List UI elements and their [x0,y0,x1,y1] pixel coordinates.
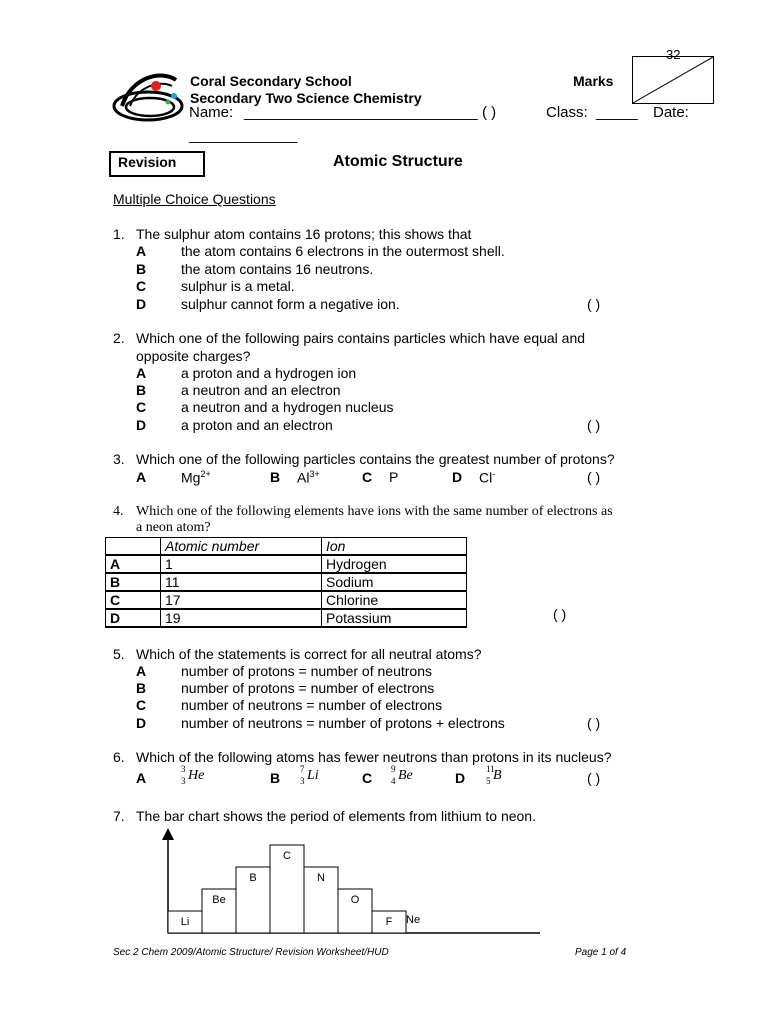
element-symbol: Li [307,768,319,783]
atomic-number: 3 [181,776,186,786]
q2-option-text: a neutron and an electron [181,382,341,398]
table-header-row [106,538,467,556]
atomic-number-cell: 17 [161,591,322,609]
q1-answer-blank[interactable]: ( ) [587,296,601,312]
q6-option-letter: D [455,770,466,786]
q5-option-text: number of neutrons = number of electrons [181,697,443,713]
q1-option-letter: C [136,278,147,294]
q2-text: opposite charges? [136,348,251,364]
q4-answer-blank[interactable]: ( ) [553,606,567,622]
q6-text: Which of the following atoms has fewer neutrons than protons in its nucleus? [136,749,612,765]
bar-label: Be [212,894,226,906]
q5-option-letter: A [136,663,147,679]
bar-label: F [385,916,393,928]
mass-number: 7 [300,764,305,774]
name-label: Name: [189,104,234,121]
y-axis-arrow [162,828,174,840]
mass-number: 9 [391,764,396,774]
atomic-number: 3 [300,776,305,786]
marks-total: 32 [666,47,681,62]
q5-option-text: number of protons = number of electrons [181,680,435,696]
particle-symbol: P [389,469,399,485]
q1-text: The sulphur atom contains 16 protons; this shows that [136,226,472,242]
table-header-cell: Ion [322,538,467,556]
q1-option-text: the atom contains 16 neutrons. [181,261,374,277]
q1-option-text: sulphur cannot form a negative ion. [181,296,400,312]
q6-answer-blank[interactable]: ( ) [587,770,601,786]
particle-charge: 2+ [200,469,211,479]
footer-page-number: Page 1 of 4 [575,947,627,958]
q6-option-nuclide [181,764,209,793]
q3-text: Which one of the following particles contains the greatest number of protons? [136,451,615,467]
q1-option-text: the atom contains 6 electrons in the outermost shell. [181,243,505,259]
course-name: Secondary Two Science Chemistry [190,90,422,106]
q1-option-text: sulphur is a metal. [181,278,295,294]
marks-label: Marks [573,73,614,89]
row-letter: C [106,591,161,609]
q2-option-text: a proton and a hydrogen ion [181,365,357,381]
mass-number: 3 [181,764,186,774]
q3-option-letter: C [362,469,373,485]
particle-symbol: Cl [479,469,493,486]
particle-symbol: Mg [181,469,201,486]
name-field[interactable]: ____________________________ [244,104,478,121]
class-field[interactable]: _____ [596,104,638,121]
q5-option-text: number of protons = number of neutrons [181,663,432,679]
particle-charge: - [492,469,496,479]
table-row [106,555,467,573]
atomic-number-cell: 11 [161,573,322,591]
q6-option-letter: A [136,770,147,786]
q5-text: Which of the statements is correct for all neutral atoms? [136,646,482,662]
ion-cell: Potassium [322,609,467,627]
school-logo [112,66,186,128]
ion-table [105,537,467,628]
ion-cell: Hydrogen [322,555,467,573]
q3-answer-blank[interactable]: ( ) [587,469,601,485]
q2-text: Which one of the following pairs contains particles which have equal and [136,330,586,346]
bar-label: Ne [406,914,421,926]
q2-option-letter: A [136,365,147,381]
q1-number: 1. [113,226,125,242]
particle-symbol: Al [297,469,310,486]
q5-option-letter: C [136,697,147,713]
q7-number: 7. [113,808,125,824]
q5-number: 5. [113,646,125,662]
q4-text: Which one of the following elements have ions with the same number of electrons as [136,504,613,519]
q3-option-particle [479,469,495,486]
q2-option-text: a neutron and a hydrogen nucleus [181,399,394,415]
element-symbol: He [188,768,205,783]
q1-option-letter: B [136,261,147,277]
q5-option-text: number of neutrons = number of protons + electrons [181,715,505,731]
date-field[interactable]: _____________ [189,127,298,144]
q1-option-letter: D [136,296,147,312]
q2-answer-blank[interactable]: ( ) [587,417,601,433]
bar-label: Li [180,916,190,928]
q1-option-letter: A [136,243,147,259]
class-label: Class: [546,104,588,121]
atomic-number: 4 [391,776,396,786]
date-label: Date: [653,104,689,121]
particle-charge: 3+ [309,469,320,479]
revision-label: Revision [118,154,177,170]
school-name: Coral Secondary School [190,73,352,89]
atomic-number: 5 [486,776,491,786]
q3-option-particle [297,469,320,486]
element-symbol: Be [398,768,413,783]
table-row [106,573,467,591]
footer-left: Sec 2 Chem 2009/Atomic Structure/ Revision Worksheet/HUD [113,947,389,958]
q6-option-nuclide [486,764,514,793]
q5-option-letter: B [136,680,147,696]
row-letter: A [106,555,161,573]
register-number-field[interactable]: ( ) [482,104,497,121]
bar-label: B [249,872,257,884]
q3-option-particle [181,469,211,486]
period-bar-chart [150,826,540,942]
row-letter: D [106,609,161,627]
q2-number: 2. [113,330,125,346]
q2-option-letter: B [136,382,147,398]
row-letter: B [106,573,161,591]
bar-label: N [317,872,325,884]
q6-option-nuclide [391,764,419,793]
ion-cell: Chlorine [322,591,467,609]
q5-option-letter: D [136,715,147,731]
q4-text: a neon atom? [136,520,211,535]
q3-option-particle [389,469,398,485]
element-symbol: B [493,768,502,783]
atomic-number-cell: 19 [161,609,322,627]
table-header-cell: Atomic number [161,538,322,556]
table-row [106,591,467,609]
q4-number: 4. [113,504,124,519]
q7-text: The bar chart shows the period of elements from lithium to neon. [136,808,536,824]
q3-option-letter: B [270,469,281,485]
ion-cell: Sodium [322,573,467,591]
q2-option-text: a proton and an electron [181,417,333,433]
q6-option-letter: B [270,770,281,786]
q6-option-nuclide [300,764,328,793]
q3-number: 3. [113,451,125,467]
q6-number: 6. [113,749,125,765]
mass-number: 11 [486,764,495,774]
bar-label: O [350,894,360,906]
q2-option-letter: C [136,399,147,415]
q5-answer-blank[interactable]: ( ) [587,715,601,731]
marks-box [632,56,714,104]
q6-option-letter: C [362,770,373,786]
q3-option-letter: D [452,469,463,485]
page-title: Atomic Structure [333,153,463,170]
section-heading: Multiple Choice Questions [113,191,276,207]
atomic-number-cell: 1 [161,555,322,573]
bar-label: C [283,850,291,862]
table-row [106,609,467,627]
table-header-cell [106,538,161,556]
q2-option-letter: D [136,417,147,433]
q3-option-letter: A [136,469,147,485]
